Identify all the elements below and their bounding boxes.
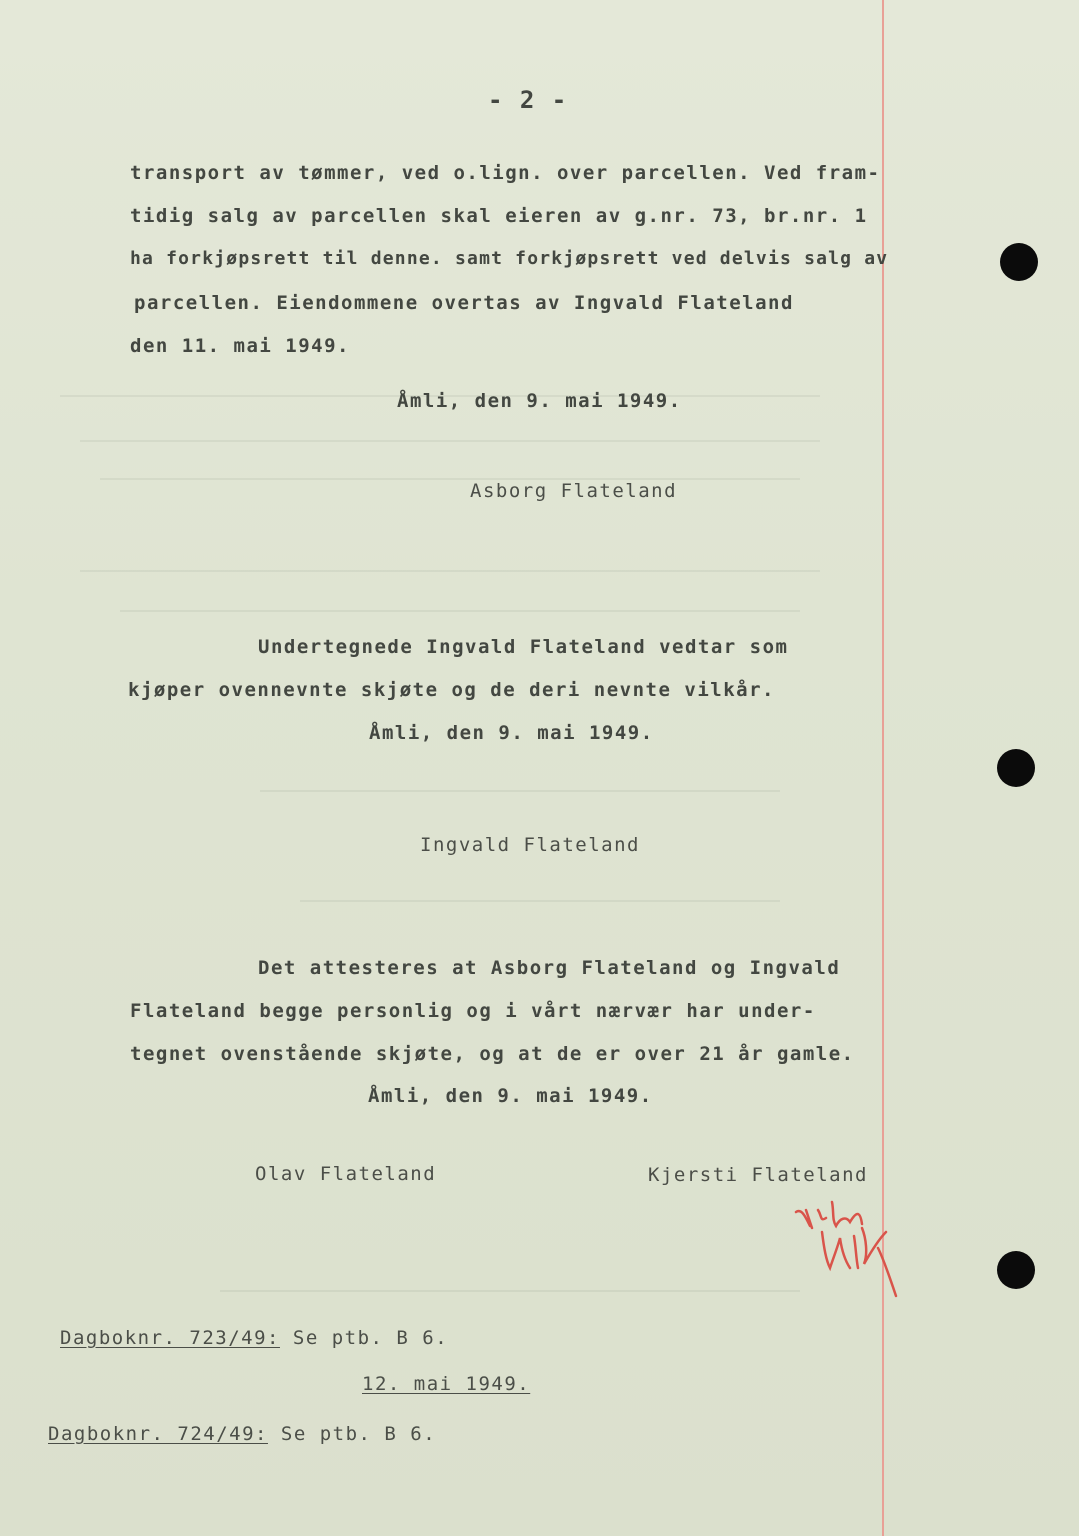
witness-kjersti: Kjersti Flateland — [648, 1164, 868, 1186]
para1-line1: transport av tømmer, ved o.lign. over parcellen. Ved fram- — [130, 162, 881, 184]
signer-ingvald: Ingvald Flateland — [420, 834, 640, 856]
register-date: 12. mai 1949. — [362, 1373, 531, 1395]
register-entry-1-text: Se ptb. B 6. — [279, 1327, 449, 1349]
register-entry-2-label: Dagboknr. 724/49: — [48, 1423, 268, 1445]
register-entry-1 — [60, 1327, 448, 1349]
bleed-through-line — [80, 570, 820, 572]
register-entry-1-label: Dagboknr. 723/49: — [60, 1327, 280, 1349]
bleed-through-line — [80, 440, 820, 442]
para3-line2: Flateland begge personlig og i vårt nærvær har under- — [130, 1000, 816, 1022]
handwritten-initials-signature — [792, 1198, 904, 1308]
para2-line3: Åmli, den 9. mai 1949. — [369, 722, 654, 744]
witness-olav: Olav Flateland — [255, 1163, 437, 1185]
date-line-1: Åmli, den 9. mai 1949. — [397, 390, 682, 412]
para3-line4: Åmli, den 9. mai 1949. — [368, 1085, 653, 1107]
para2-line1: Undertegnede Ingvald Flateland vedtar som — [258, 636, 789, 658]
signer-asborg: Asborg Flateland — [470, 480, 678, 502]
bleed-through-line — [100, 478, 800, 480]
punch-hole-bottom — [997, 1251, 1035, 1289]
para3-line3: tegnet ovenstående skjøte, og at de er over 21 år gamle. — [130, 1043, 855, 1065]
register-entry-2-text: Se ptb. B 6. — [267, 1423, 437, 1445]
punch-hole-top — [1000, 243, 1038, 281]
bleed-through-line — [300, 900, 780, 902]
page-number: - 2 - — [488, 86, 568, 114]
bleed-through-line — [120, 610, 800, 612]
para1-line5: den 11. mai 1949. — [130, 335, 350, 357]
para1-line3: ha forkjøpsrett til denne. samt forkjøpsrett ved delvis salg av — [130, 248, 889, 269]
para3-line1: Det attesteres at Asborg Flateland og Ingvald — [258, 957, 841, 979]
para2-line2: kjøper ovennevnte skjøte og de deri nevnte vilkår. — [128, 679, 775, 701]
register-entry-2 — [48, 1423, 436, 1445]
bleed-through-line — [260, 790, 780, 792]
bleed-through-line — [220, 1290, 800, 1292]
para1-line2: tidig salg av parcellen skal eieren av g.nr. 73, br.nr. 1 — [130, 205, 868, 227]
punch-hole-middle — [997, 749, 1035, 787]
para1-line4: parcellen. Eiendommene overtas av Ingvald Flateland — [134, 292, 794, 314]
